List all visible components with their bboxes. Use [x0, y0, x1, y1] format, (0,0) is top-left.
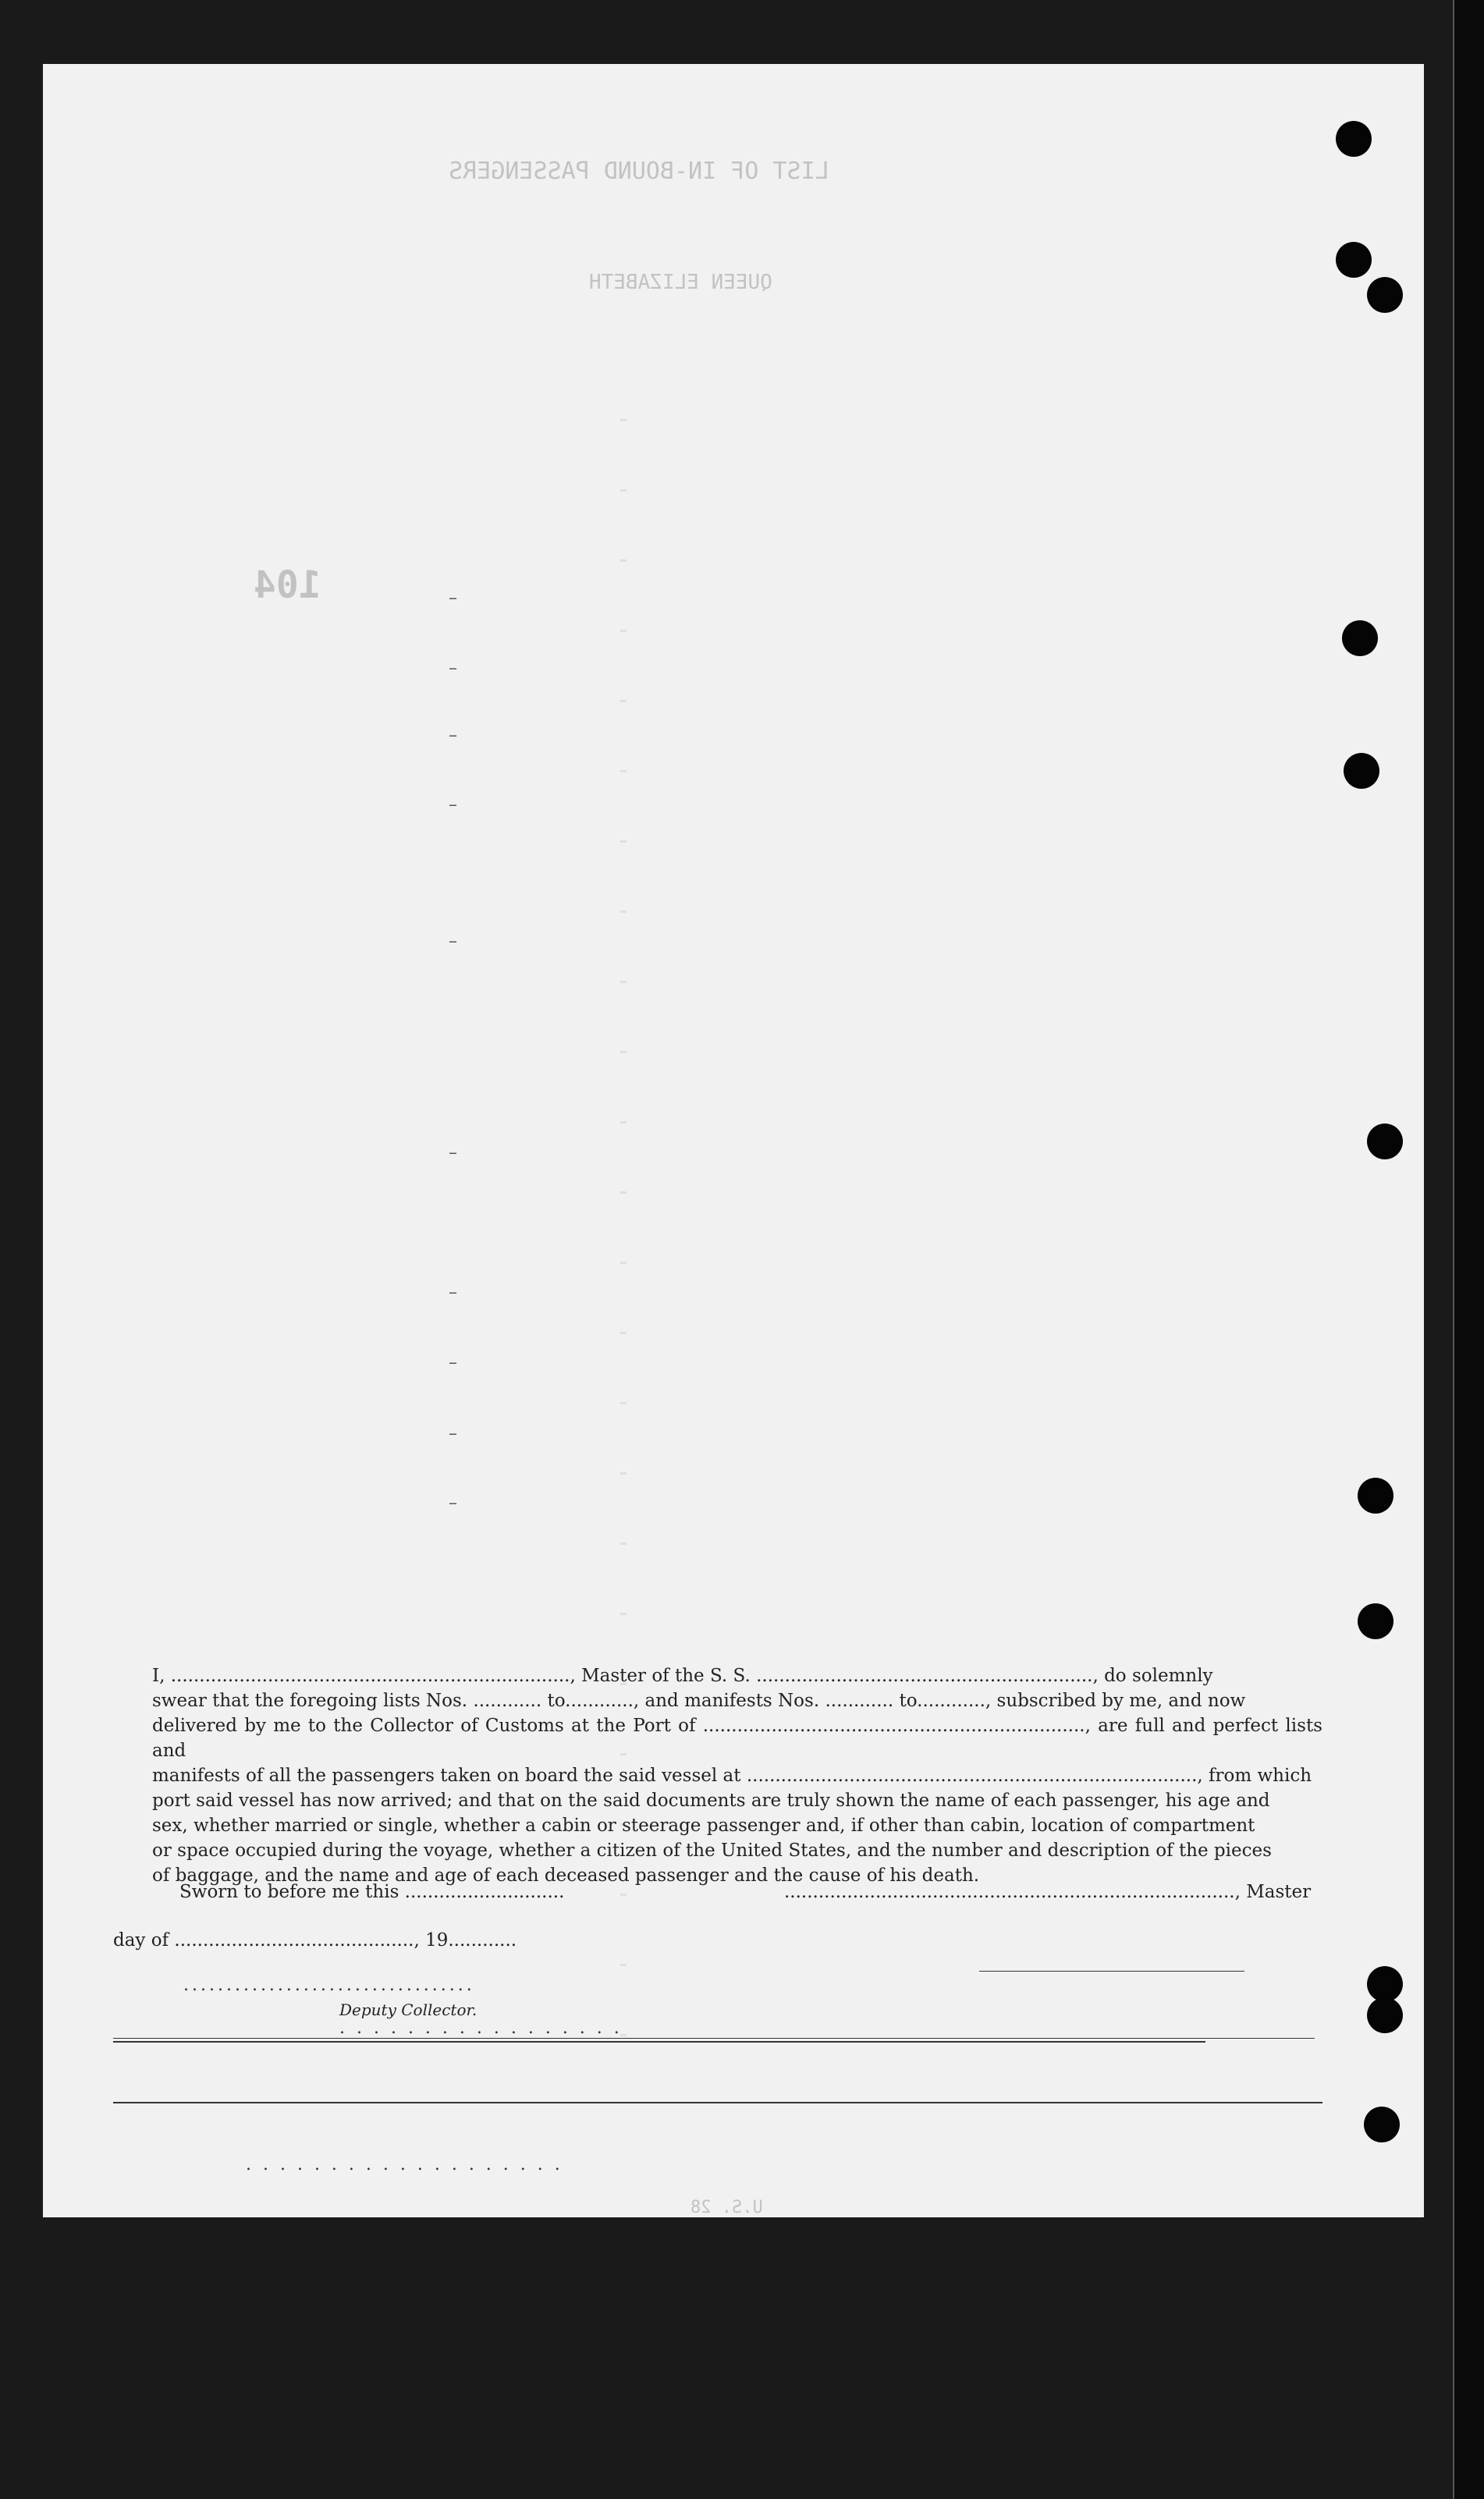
form-rule	[113, 2102, 1322, 2103]
punch-hole	[1367, 277, 1403, 313]
oath-line: port said vessel has now arrived; and that on the said documents are truly shown the name of each passenger, his age and	[152, 1791, 1270, 1811]
oath-paragraph	[152, 1663, 1322, 1888]
margin-dash: –	[449, 658, 457, 678]
oath-line: sex, whether married or single, whether a cabin or steerage passenger and, if other than cabin, location of compartment	[152, 1816, 1255, 1836]
form-rule	[113, 2041, 1205, 2043]
margin-dash: –	[449, 1283, 457, 1302]
margin-dash: –	[449, 1353, 457, 1372]
document-page	[43, 64, 1424, 2217]
oath-line: I, ......................................................................, Master of the S. S. ..........................................................., do solemnly	[152, 1666, 1213, 1686]
punch-hole	[1367, 1997, 1403, 2033]
margin-dash: –	[449, 1493, 457, 1513]
bottom-dots: . . . . . . . . . . . . . . . . . . .	[246, 2155, 563, 2174]
day-of-line: day of .........................................., 19............	[113, 1930, 517, 1951]
bleed-list-number: 104	[254, 563, 321, 607]
deputy-dots-2: . . . . . . . . . . . . . . . . .	[339, 2018, 623, 2038]
deputy-collector-label: Deputy Collector.	[339, 2000, 478, 2019]
punch-hole	[1367, 1123, 1403, 1159]
punch-hole	[1358, 1478, 1393, 1514]
form-rule	[113, 2038, 1315, 2039]
punch-hole	[1336, 242, 1372, 278]
sworn-before-me: Sworn to before me this ............................	[179, 1882, 565, 1902]
punch-hole	[1344, 753, 1379, 789]
margin-dash: –	[449, 1143, 457, 1163]
bleed-header-2: QUEEN ELIZABETH	[589, 271, 772, 294]
bleed-footer-mark: U.S. 28	[691, 2198, 763, 2217]
margin-dash: –	[449, 1424, 457, 1443]
margin-dash: –	[449, 795, 457, 815]
punch-hole	[1342, 620, 1378, 656]
master-signature-line: ..............................................................................., Master	[784, 1882, 1312, 1902]
bleed-header-1: LIST OF IN-BOUND PASSENGERS	[449, 158, 829, 185]
oath-line: or space occupied during the voyage, whether a citizen of the United States, and the number and description of the pieces	[152, 1841, 1272, 1861]
punch-hole	[1364, 2107, 1400, 2142]
punch-hole	[1336, 121, 1372, 157]
margin-dash: –	[449, 726, 457, 745]
oath-line: swear that the foregoing lists Nos. ............ to............, and manifests Nos. ............ to............, subscribed by me, and now	[152, 1691, 1246, 1711]
punch-hole	[1358, 1603, 1393, 1639]
right-scan-edge	[1453, 0, 1484, 2499]
margin-dash: –	[449, 588, 457, 608]
oath-line: delivered by me to the Collector of Customs at the Port of ..................................................................., are full and perfect lists and	[152, 1716, 1322, 1761]
oath-line: of baggage, and the name and age of each deceased passenger and the cause of his death.	[152, 1865, 980, 1886]
form-rule-short	[979, 1971, 1244, 1972]
deputy-signature-dots: ..................................	[183, 1975, 475, 1995]
oath-line: manifests of all the passengers taken on board the said vessel at ..............................................................................., from which	[152, 1766, 1312, 1786]
margin-dash: –	[449, 932, 457, 951]
